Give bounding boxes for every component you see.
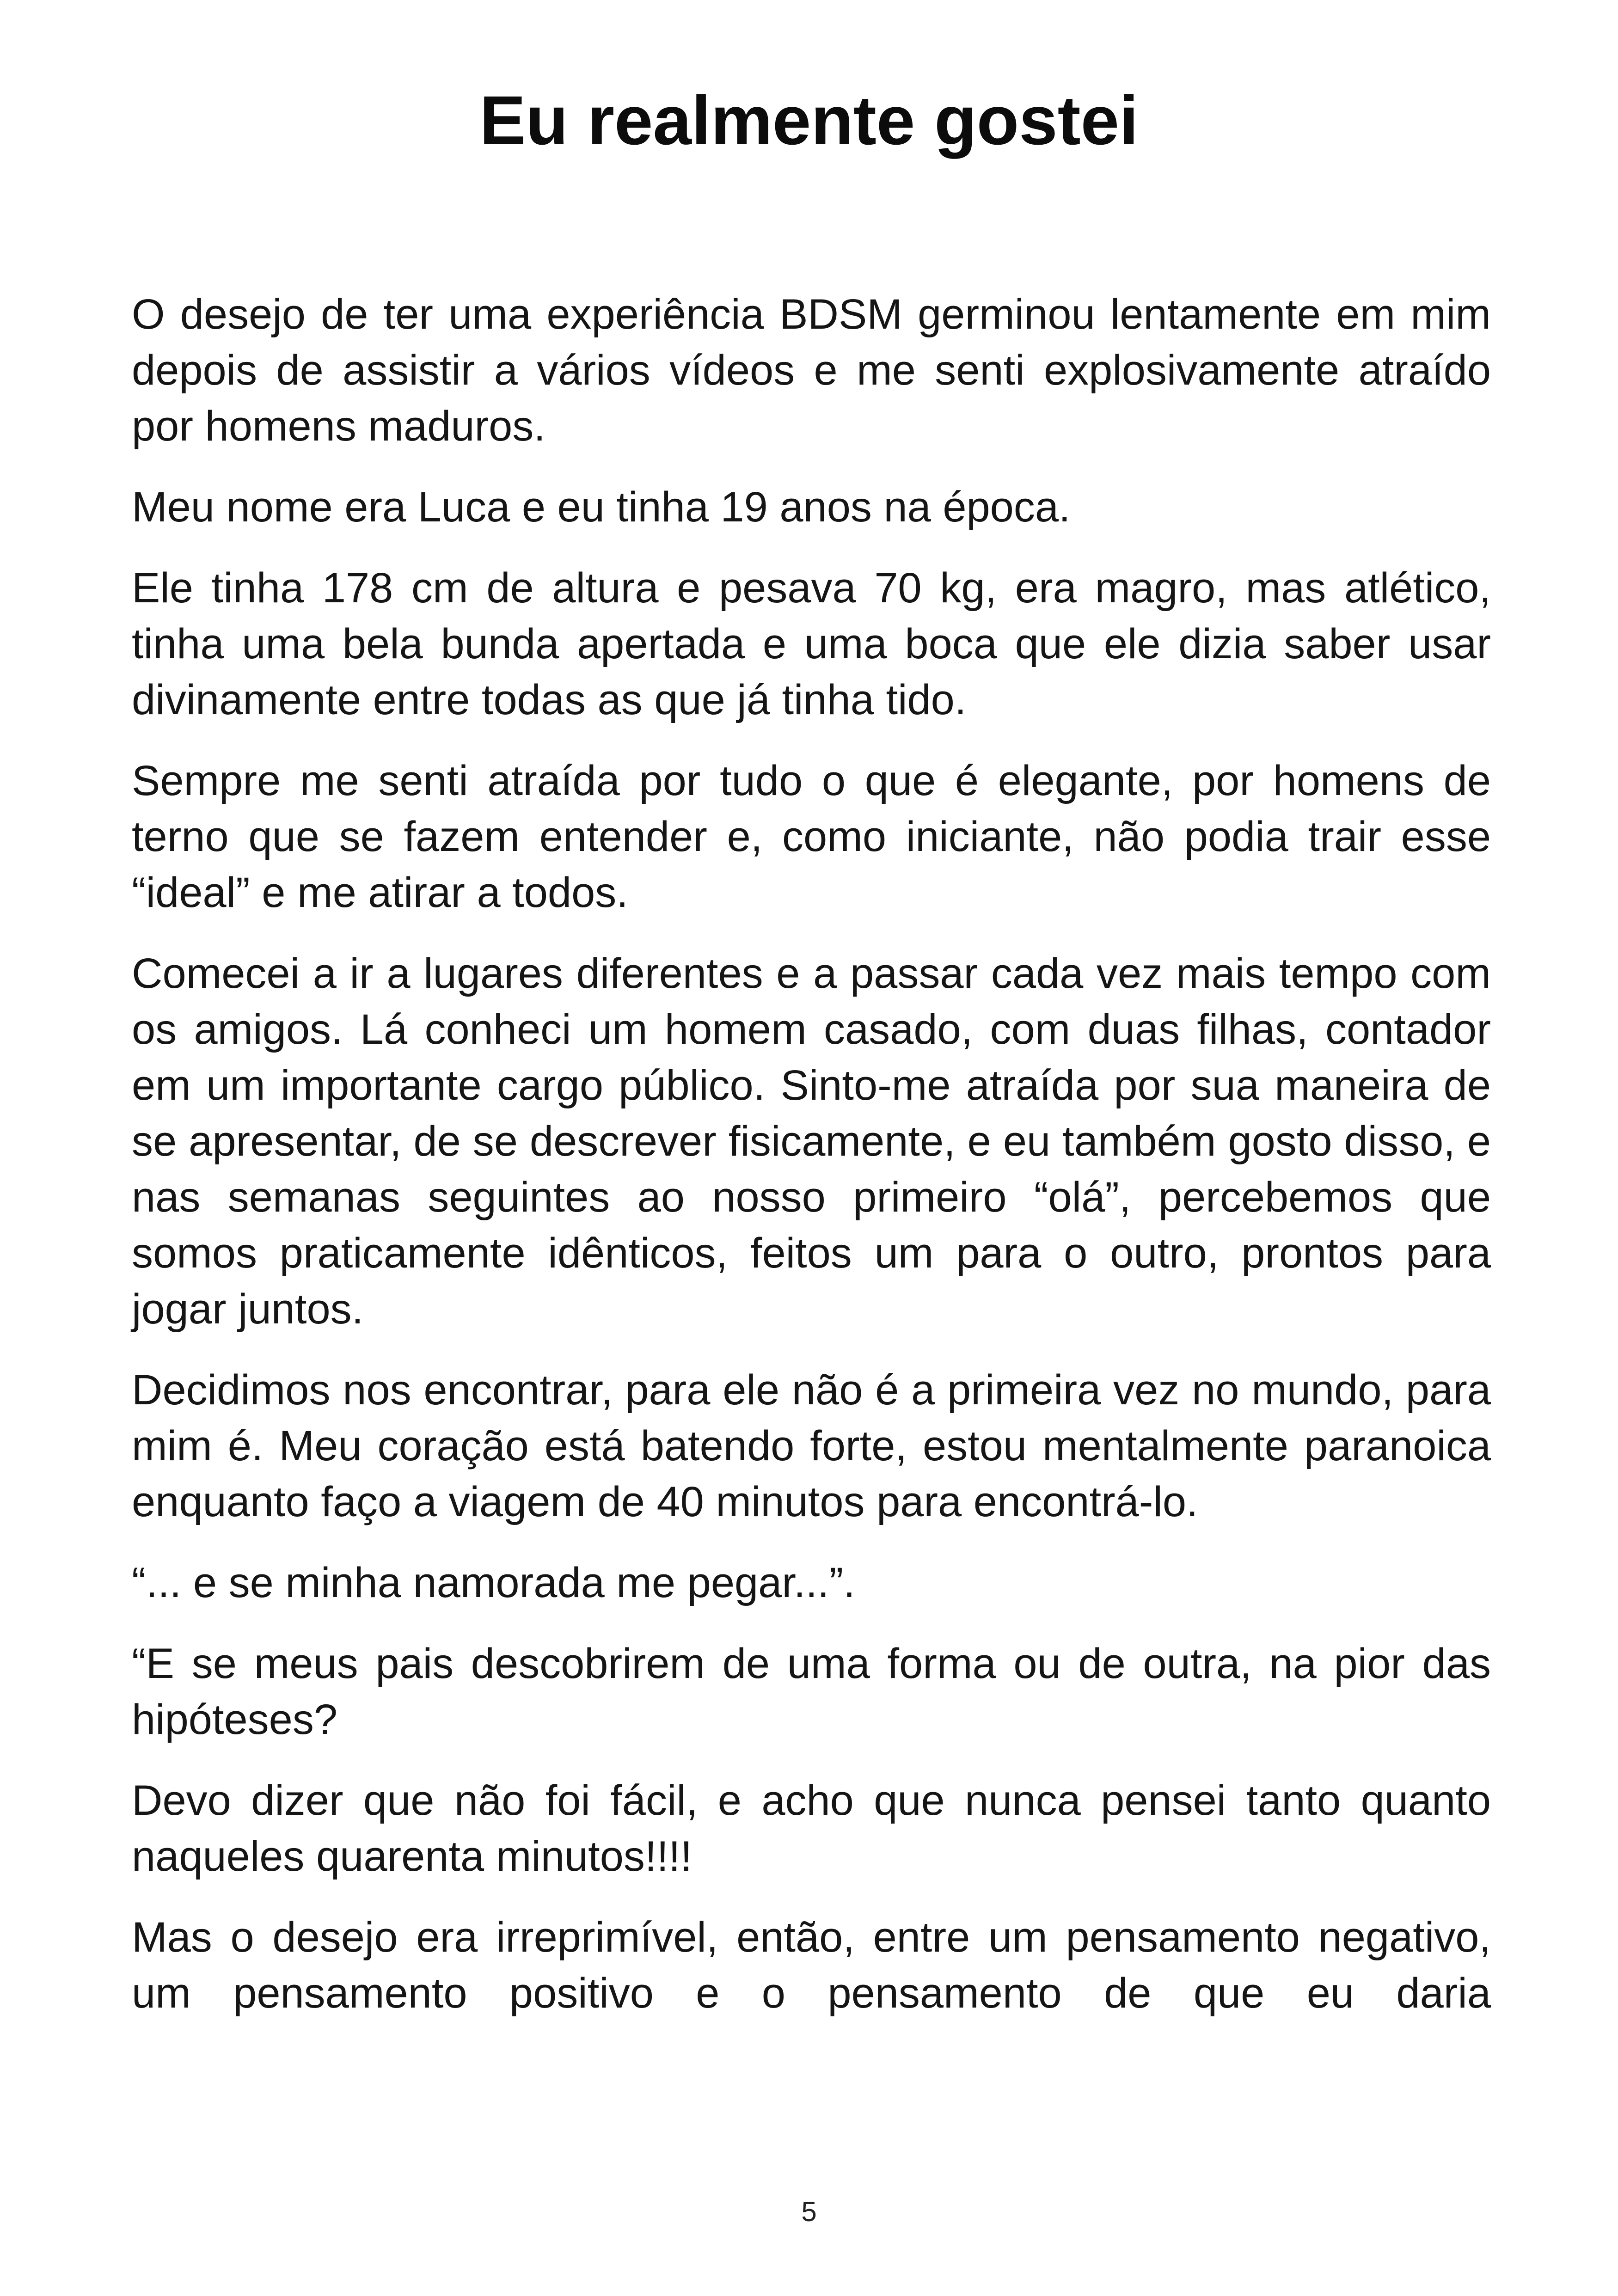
page-number: 5 <box>801 2196 817 2227</box>
paragraph-8: “E se meus pais descobrirem de uma forma ou de outra, na pior das hipóteses? <box>132 1640 1491 1743</box>
paragraph-1: O desejo de ter uma experiência BDSM germinou lentamente em mim depois de assistir a vários vídeos e me senti explosivamente atraído por homens maduros. <box>132 291 1491 450</box>
paragraph-10: Mas o desejo era irreprimível, então, entre um pensamento negativo, um pensamento positivo e o pensamento de que eu daria <box>132 1914 1491 2017</box>
body-text <box>132 287 1491 2021</box>
paragraph-5: Comecei a ir a lugares diferentes e a passar cada vez mais tempo com os amigos. Lá conheci um homem casado, com duas filhas, contador em um importante cargo público. Sinto-me atraída por sua maneira de se apresentar, de se descrever fisicamente, e eu também gosto disso, e nas semanas seguintes ao nosso primeiro “olá”, percebemos que somos praticamente idênticos, feitos um para o outro, prontos para jogar juntos. <box>132 950 1491 1333</box>
paragraph-9: Devo dizer que não foi fácil, e acho que nunca pensei tanto quanto naqueles quarenta minutos!!!! <box>132 1777 1491 1880</box>
paragraph-6: Decidimos nos encontrar, para ele não é a primeira vez no mundo, para mim é. Meu coração está batendo forte, estou mentalmente paranoica enquanto faço a viagem de 40 minutos para encontrá-lo. <box>132 1366 1491 1525</box>
paragraph-7: “... e se minha namorada me pegar...”. <box>132 1559 855 1606</box>
page-title: Eu realmente gostei <box>479 81 1139 159</box>
paragraph-2: Meu nome era Luca e eu tinha 19 anos na época. <box>132 484 1071 531</box>
paragraph-3: Ele tinha 178 cm de altura e pesava 70 kg, era magro, mas atlético, tinha uma bela bunda apertada e uma boca que ele dizia saber usar divinamente entre todas as que já tinha tido. <box>132 564 1491 723</box>
paragraph-4: Sempre me senti atraída por tudo o que é elegante, por homens de terno que se fazem entender e, como iniciante, não podia trair esse “ideal” e me atirar a todos. <box>132 757 1491 916</box>
